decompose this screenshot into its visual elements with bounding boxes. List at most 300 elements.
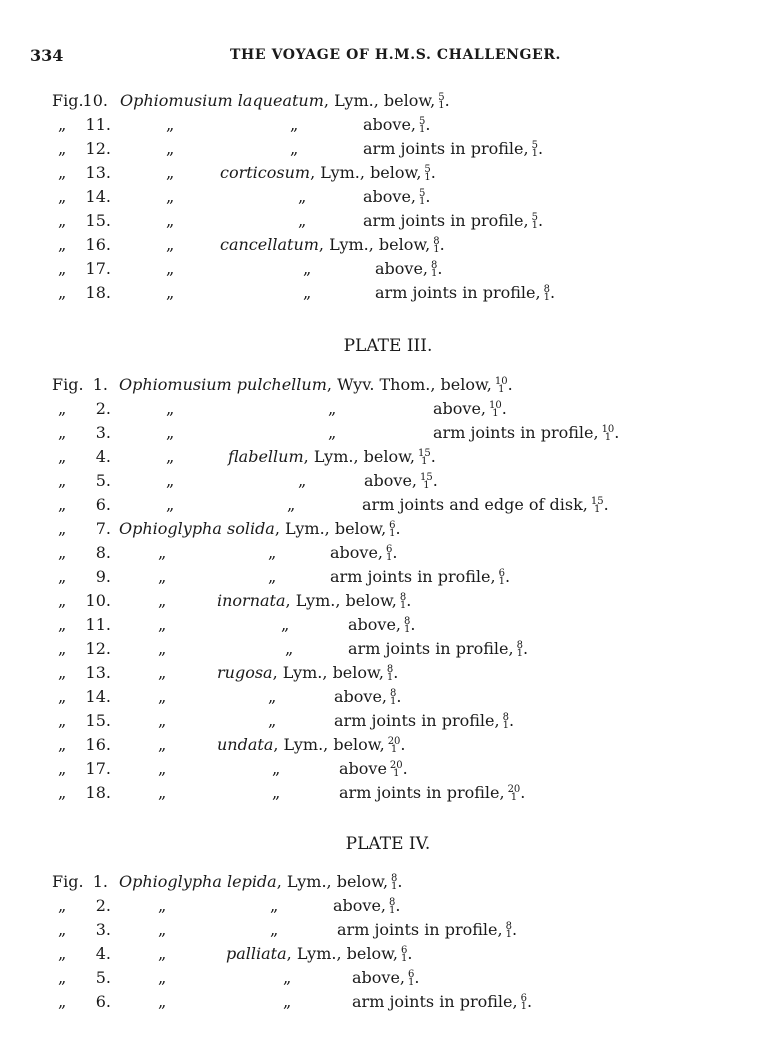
magnification-numerator: 5 <box>531 140 538 151</box>
figure-number: 12. <box>85 139 111 158</box>
magnification <box>404 618 410 634</box>
figure-number: 11. <box>85 615 111 634</box>
magnification-denominator: 1 <box>520 1001 527 1012</box>
magnification-denominator: 1 <box>433 244 440 255</box>
magnification-numerator: 8 <box>516 640 523 651</box>
period: . <box>395 896 401 915</box>
magnification <box>408 971 414 987</box>
species-name: corticosum <box>220 163 311 182</box>
entry-text <box>119 375 513 394</box>
ditto-mark: „ <box>58 567 67 586</box>
entry-text <box>433 399 507 418</box>
magnification-denominator: 1 <box>391 881 398 892</box>
ditto-mark: „ <box>58 163 67 182</box>
magnification-denominator: 1 <box>390 696 397 707</box>
magnification-numerator: 8 <box>390 688 397 699</box>
ditto-mark: „ <box>166 495 175 514</box>
species-name: Ophioglypha lepida <box>119 872 277 891</box>
entry-text <box>339 759 408 778</box>
period: . <box>614 423 620 442</box>
ditto-mark: „ <box>158 663 167 682</box>
figure-entry <box>0 920 776 942</box>
ditto-mark: „ <box>58 591 67 610</box>
magnification <box>387 666 393 682</box>
period: . <box>526 992 533 1011</box>
entry-text <box>334 711 514 730</box>
magnification <box>389 522 395 538</box>
magnification-denominator: 1 <box>404 624 411 635</box>
figure-entry <box>0 139 776 161</box>
magnification-numerator: 6 <box>498 568 505 579</box>
figure-number: 4. <box>95 944 111 963</box>
ditto-mark: „ <box>58 968 67 987</box>
entry-text <box>352 968 419 987</box>
magnification-numerator: 20 <box>389 760 403 771</box>
ditto-mark: „ <box>272 759 281 778</box>
entry-text <box>119 872 403 891</box>
ditto-mark: „ <box>303 259 312 278</box>
ditto-mark: „ <box>290 139 299 158</box>
entry-text <box>363 139 543 158</box>
ditto-mark: „ <box>158 543 167 562</box>
authority-and-view: , Lym., below, <box>273 735 385 754</box>
figure-entry <box>0 543 776 565</box>
period: . <box>439 235 445 254</box>
entry-text <box>333 896 400 915</box>
ditto-mark: „ <box>166 447 175 466</box>
ditto-mark: „ <box>166 187 175 206</box>
ditto-mark: „ <box>158 639 167 658</box>
ditto-mark: „ <box>58 259 67 278</box>
figure-number: 3. <box>95 423 111 442</box>
magnification-numerator: 8 <box>505 921 512 932</box>
figure-number: 8. <box>95 543 111 562</box>
magnification-numerator: 15 <box>420 472 433 483</box>
period: . <box>414 968 420 987</box>
figure-entry <box>0 187 776 209</box>
ditto-mark: „ <box>158 735 167 754</box>
magnification-numerator: 10 <box>489 400 502 411</box>
magnification <box>424 166 430 182</box>
entry-text <box>375 259 442 278</box>
magnification <box>508 786 521 802</box>
magnification-denominator: 1 <box>424 172 431 183</box>
authority-and-view: , Lym., below, <box>318 235 431 254</box>
species-name: cancellatum <box>220 235 319 254</box>
magnification-denominator: 1 <box>421 456 428 467</box>
ditto-mark: „ <box>158 687 167 706</box>
figure-entry <box>0 896 776 918</box>
ditto-mark: „ <box>58 115 67 134</box>
ditto-mark: „ <box>58 283 67 302</box>
figure-number: 18. <box>85 783 111 802</box>
ditto-mark: „ <box>290 115 299 134</box>
entry-text <box>363 187 430 206</box>
figure-entry <box>0 663 776 685</box>
magnification-numerator: 6 <box>386 544 393 555</box>
magnification <box>390 690 396 706</box>
period: . <box>501 399 507 418</box>
ditto-mark: „ <box>298 211 307 230</box>
magnification-denominator: 1 <box>505 929 512 940</box>
plate-heading: PLATE IV. <box>345 834 431 854</box>
period: . <box>504 567 511 586</box>
view-description: arm joints in profile, <box>363 139 529 158</box>
magnification <box>418 450 431 466</box>
magnification <box>390 762 403 778</box>
entry-text <box>217 663 398 682</box>
ditto-mark: „ <box>166 471 175 490</box>
magnification-denominator: 1 <box>386 672 394 683</box>
figure-entry <box>0 615 776 637</box>
magnification <box>499 570 505 586</box>
authority-and-view: , Lym., below, <box>285 591 397 610</box>
magnification-numerator: 15 <box>417 448 431 459</box>
period: . <box>392 543 398 562</box>
period: . <box>410 615 416 634</box>
figure-number: 7. <box>95 519 111 538</box>
view-description: above, <box>330 543 384 562</box>
ditto-mark: „ <box>283 968 292 987</box>
magnification-numerator: 6 <box>520 993 527 1004</box>
period: . <box>396 687 402 706</box>
ditto-mark: „ <box>328 399 337 418</box>
figure-number: 5. <box>95 968 111 987</box>
figure-entry <box>0 375 776 397</box>
figure-entry <box>0 91 776 113</box>
view-description: arm joints in profile, <box>433 423 599 442</box>
species-name: flabellum <box>228 447 304 466</box>
species-name: Ophiomusium laqueatum <box>120 91 324 110</box>
magnification <box>532 142 538 158</box>
view-description: above, <box>333 896 387 915</box>
figure-number: 1. <box>92 872 108 891</box>
ditto-mark: „ <box>58 992 67 1011</box>
ditto-mark: „ <box>328 423 337 442</box>
period: . <box>397 872 403 891</box>
period: . <box>400 735 406 754</box>
ditto-mark: „ <box>283 992 292 1011</box>
magnification <box>544 286 550 302</box>
view-description: above, <box>433 399 487 418</box>
magnification-denominator: 1 <box>390 744 398 755</box>
magnification <box>419 190 425 206</box>
authority-and-view: , Lym., below, <box>310 163 422 182</box>
period: . <box>537 139 544 158</box>
magnification-denominator: 1 <box>498 384 505 395</box>
entry-text <box>364 471 438 490</box>
magnification-denominator: 1 <box>604 432 612 443</box>
ditto-mark: „ <box>268 687 277 706</box>
ditto-mark: „ <box>298 187 307 206</box>
view-description: above, <box>363 187 417 206</box>
figure-number: 4. <box>95 447 111 466</box>
entry-text <box>339 783 525 802</box>
ditto-mark: „ <box>303 283 312 302</box>
entry-text <box>362 495 609 514</box>
ditto-mark: „ <box>166 423 175 442</box>
authority-and-view: , Lym., below, <box>286 944 398 963</box>
entry-text <box>375 283 555 302</box>
ditto-mark: „ <box>58 543 67 562</box>
period: . <box>603 495 609 514</box>
magnification-denominator: 1 <box>389 905 396 916</box>
figure-number: 9. <box>95 567 111 586</box>
magnification-denominator: 1 <box>492 408 499 419</box>
ditto-mark: „ <box>58 783 67 802</box>
figure-number: 13. <box>85 163 111 182</box>
period: . <box>507 375 513 394</box>
figure-entry <box>0 968 776 990</box>
ditto-mark: „ <box>58 519 67 538</box>
ditto-mark: „ <box>158 783 167 802</box>
ditto-mark: „ <box>58 896 67 915</box>
view-description: arm joints and edge of disk, <box>362 495 588 514</box>
magnification <box>489 402 502 418</box>
species-name: inornata <box>217 591 286 610</box>
figure-number: 10. <box>85 591 111 610</box>
view-description: arm joints in profile, <box>339 783 505 802</box>
ditto-mark: „ <box>58 471 67 490</box>
figure-number: 16. <box>85 735 111 754</box>
ditto-mark: „ <box>268 711 277 730</box>
period: . <box>511 920 518 939</box>
magnification-numerator: 5 <box>424 164 431 175</box>
magnification-numerator: 8 <box>502 712 509 723</box>
entry-text <box>220 235 445 254</box>
view-description: above, <box>363 115 417 134</box>
authority-and-view: , Lym., below, <box>272 663 384 682</box>
figure-entry <box>0 163 776 185</box>
period: . <box>425 187 431 206</box>
period: . <box>402 759 408 778</box>
view-description: above, <box>334 687 388 706</box>
figure-entry <box>0 471 776 493</box>
ditto-mark: „ <box>287 495 296 514</box>
magnification-numerator: 5 <box>438 92 445 103</box>
figure-number: 3. <box>95 920 111 939</box>
ditto-mark: „ <box>58 615 67 634</box>
figure-entry <box>0 495 776 517</box>
period: . <box>406 591 412 610</box>
view-description: above, <box>348 615 402 634</box>
period: . <box>549 283 556 302</box>
figure-entry <box>0 783 776 805</box>
ditto-mark: „ <box>58 944 67 963</box>
view-description: arm joints in profile, <box>363 211 529 230</box>
ditto-mark: „ <box>166 283 175 302</box>
ditto-mark: „ <box>268 543 277 562</box>
magnification-numerator: 5 <box>419 116 426 127</box>
magnification <box>388 738 401 754</box>
magnification <box>521 995 527 1011</box>
period: . <box>430 447 436 466</box>
period: . <box>425 115 431 134</box>
figure-number: 2. <box>95 896 111 915</box>
magnification-denominator: 1 <box>400 953 408 964</box>
ditto-mark: „ <box>58 639 67 658</box>
figure-number: 10. <box>82 91 108 110</box>
magnification-denominator: 1 <box>543 292 550 303</box>
ditto-mark: „ <box>166 115 175 134</box>
magnification-numerator: 8 <box>399 592 407 603</box>
ditto-mark: „ <box>158 711 167 730</box>
magnification <box>420 474 433 490</box>
magnification-numerator: 10 <box>494 376 508 387</box>
view-description: arm joints in profile, <box>352 992 518 1011</box>
period: . <box>407 944 413 963</box>
figure-number: 15. <box>85 211 111 230</box>
figure-number: 18. <box>85 283 111 302</box>
magnification-denominator: 1 <box>419 124 426 135</box>
magnification <box>419 118 425 134</box>
ditto-mark: „ <box>158 968 167 987</box>
ditto-mark: „ <box>58 711 67 730</box>
period: . <box>395 519 401 538</box>
entry-text <box>363 211 543 230</box>
ditto-mark: „ <box>58 735 67 754</box>
ditto-mark: „ <box>166 139 175 158</box>
magnification <box>391 875 397 891</box>
ditto-mark: „ <box>58 495 67 514</box>
magnification-denominator: 1 <box>510 792 518 803</box>
magnification <box>389 899 395 915</box>
period: . <box>393 663 399 682</box>
figure-number: 2. <box>95 399 111 418</box>
figure-entry <box>0 211 776 233</box>
view-description: arm joints in profile, <box>348 639 514 658</box>
magnification-numerator: 8 <box>404 616 411 627</box>
magnification <box>602 426 615 442</box>
figure-entry <box>0 944 776 966</box>
magnification-numerator: 6 <box>400 945 408 956</box>
magnification-numerator: 5 <box>419 188 426 199</box>
figure-entry <box>0 115 776 137</box>
magnification-denominator: 1 <box>531 220 538 231</box>
authority-and-view: , Lym., below, <box>276 872 389 891</box>
period: . <box>508 711 515 730</box>
view-description: above <box>339 759 387 778</box>
figure-entry <box>0 759 776 781</box>
figure-number: 17. <box>85 259 111 278</box>
period: . <box>537 211 544 230</box>
ditto-mark: „ <box>281 615 290 634</box>
species-name: rugosa <box>217 663 273 682</box>
figure-number: 11. <box>85 115 111 134</box>
entry-text <box>433 423 619 442</box>
figure-entry <box>0 711 776 733</box>
magnification-denominator: 1 <box>423 480 430 491</box>
ditto-mark: „ <box>58 211 67 230</box>
figure-entry <box>0 283 776 305</box>
ditto-mark: „ <box>270 920 279 939</box>
magnification-denominator: 1 <box>594 504 601 515</box>
magnification-denominator: 1 <box>438 100 445 111</box>
figure-entry <box>0 591 776 613</box>
page-number: 334 <box>30 46 64 65</box>
figure-entry <box>0 259 776 281</box>
figure-entry <box>0 519 776 541</box>
magnification-numerator: 15 <box>590 496 604 507</box>
entry-text <box>363 115 430 134</box>
authority-and-view: , Lym., below, <box>274 519 387 538</box>
figure-number: 13. <box>85 663 111 682</box>
magnification <box>431 262 437 278</box>
magnification <box>401 947 407 963</box>
period: . <box>430 163 436 182</box>
magnification-numerator: 8 <box>543 284 550 295</box>
ditto-mark: „ <box>158 944 167 963</box>
ditto-mark: „ <box>158 615 167 634</box>
ditto-mark: „ <box>158 992 167 1011</box>
ditto-mark: „ <box>58 447 67 466</box>
view-description: above, <box>352 968 406 987</box>
ditto-mark: „ <box>270 896 279 915</box>
view-description: arm joints in profile, <box>330 567 496 586</box>
entry-text <box>119 519 401 538</box>
period: . <box>437 259 443 278</box>
ditto-mark: „ <box>268 567 277 586</box>
view-description: above, <box>375 259 429 278</box>
magnification-denominator: 1 <box>419 196 426 207</box>
magnification-numerator: 20 <box>507 784 521 795</box>
figure-entry <box>0 992 776 1014</box>
entry-text <box>330 543 397 562</box>
figure-number: 17. <box>85 759 111 778</box>
fig-label: Fig. <box>52 375 84 394</box>
figure-number: 5. <box>95 471 111 490</box>
entry-text <box>348 639 528 658</box>
ditto-mark: „ <box>298 471 307 490</box>
ditto-mark: „ <box>58 759 67 778</box>
view-description: arm joints in profile, <box>375 283 541 302</box>
ditto-mark: „ <box>166 399 175 418</box>
magnification <box>438 94 444 110</box>
ditto-mark: „ <box>58 235 67 254</box>
view-description: arm joints in profile, <box>334 711 500 730</box>
ditto-mark: „ <box>158 920 167 939</box>
plate-heading: PLATE III. <box>343 336 433 356</box>
magnification-numerator: 10 <box>601 424 615 435</box>
ditto-mark: „ <box>58 423 67 442</box>
figure-entry <box>0 735 776 757</box>
magnification-numerator: 8 <box>386 664 394 675</box>
figure-entry <box>0 447 776 469</box>
figure-number: 1. <box>92 375 108 394</box>
magnification <box>495 378 508 394</box>
ditto-mark: „ <box>158 567 167 586</box>
entry-text <box>220 163 436 182</box>
figure-entry <box>0 687 776 709</box>
ditto-mark: „ <box>166 211 175 230</box>
entry-text <box>228 447 436 466</box>
figure-number: 12. <box>85 639 111 658</box>
fig-label: Fig. <box>52 872 84 891</box>
ditto-mark: „ <box>58 920 67 939</box>
ditto-mark: „ <box>166 163 175 182</box>
ditto-mark: „ <box>158 759 167 778</box>
view-description: above, <box>364 471 418 490</box>
magnification <box>503 714 509 730</box>
magnification-numerator: 8 <box>389 897 396 908</box>
figure-entry <box>0 872 776 894</box>
ditto-mark: „ <box>58 399 67 418</box>
authority-and-view: , Lym., below, <box>303 447 415 466</box>
species-name: Ophiomusium pulchellum <box>119 375 327 394</box>
ditto-mark: „ <box>158 591 167 610</box>
species-name: Ophioglypha solida <box>119 519 275 538</box>
magnification-denominator: 1 <box>431 268 438 279</box>
